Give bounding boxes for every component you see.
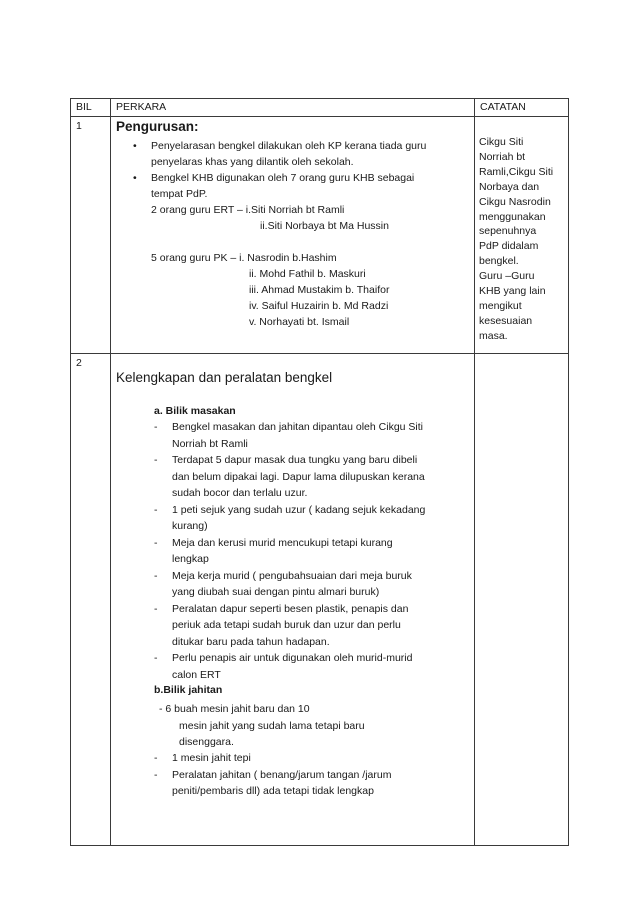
header-catatan: CATATAN [480,101,526,113]
header-perkara: PERKARA [116,101,167,113]
note-line: kesesuaian [479,314,533,327]
item-line: Peralatan dapur seperti besen plastik, penapis dan [172,602,409,615]
note-line: Norriah bt [479,150,526,163]
note-line: sepenuhnya [479,225,537,238]
pk-line: ii. Mohd Fathil b. Maskuri [249,268,366,280]
item-line: yang diubah suai dengan pintu almari buruk) [172,586,380,598]
dash-marker: - [154,503,158,516]
note-line: Guru –Guru [479,270,535,283]
row-number: 2 [76,357,82,369]
note-line: Cikgu Nasrodin [479,195,551,208]
ert-line: ii.Siti Norbaya bt Ma Hussin [260,220,389,232]
note-line: menggunakan [479,210,546,223]
section-title: Kelengkapan dan peralatan bengkel [116,370,333,385]
item-line: peniti/pembaris dll) ada tetapi tidak lengkap [172,785,374,797]
note-line: masa. [479,329,508,342]
bullet-icon: • [133,140,137,152]
dash-marker: - [154,768,158,781]
main-table [70,98,569,846]
bullet-line: Penyelarasan bengkel dilakukan oleh KP kerana tiada guru [151,140,427,152]
row1-perkara-cell [111,117,474,353]
item-line: Perlu penapis air untuk digunakan oleh murid-murid [172,652,413,664]
item-line: ditukar baru pada tahun hadapan. [172,635,330,648]
item-line: kurang) [172,520,208,532]
subsection-heading: b.Bilik jahitan [154,684,223,696]
table-row [71,354,569,846]
dash-marker: - [154,602,158,615]
item-line: - 6 buah mesin jahit baru dan 10 [159,703,310,715]
item-line: lengkap [172,553,209,565]
pk-line: 5 orang guru PK – i. Nasrodin b.Hashim [151,252,337,264]
item-line: calon ERT [172,668,221,681]
item-line: periuk ada tetapi sudah buruk dan uzur dan perlu [172,619,401,631]
dash-marker: - [154,752,158,764]
note-line: mengikut [479,299,522,312]
ert-line: 2 orang guru ERT – i.Siti Norriah bt Ramli [151,204,345,216]
bullet-icon: • [133,172,137,184]
item-line: sudah bocor dan terlalu uzur. [172,487,308,499]
item-line: Bengkel masakan dan jahitan dipantau oleh Cikgu Siti [172,421,424,433]
item-line: Norriah bt Ramli [172,437,248,450]
item-line: dan belum dipakai lagi. Dapur lama dilupuskan kerana [172,470,425,483]
dash-marker: - [154,652,158,664]
item-line: Meja kerja murid ( pengubahsuaian dari meja buruk [172,569,412,582]
subsection-heading: a. Bilik masakan [154,405,236,417]
section-title: Pengurusan: [116,119,199,134]
bullet-line: Bengkel KHB digunakan oleh 7 orang guru KHB sebagai [151,172,415,184]
row-number: 1 [76,120,82,132]
item-line: Peralatan jahitan ( benang/jarum tangan /jarum [172,768,392,781]
note-line: PdP didalam [479,240,539,253]
dash-marker: - [154,421,158,433]
dash-marker: - [154,569,158,582]
row2-perkara-cell [111,354,474,845]
item-line: disenggara. [179,736,234,748]
note-line: bengkel. [479,255,519,268]
note-line: Ramli,Cikgu Siti [479,165,554,178]
note-line: KHB yang lain [479,285,546,298]
header-row [71,99,569,117]
item-line: 1 peti sejuk yang sudah uzur ( kadang sejuk kekadang [172,503,426,516]
table-row [71,117,569,354]
pk-line: iii. Ahmad Mustakim b. Thaifor [249,284,390,296]
row1-catatan [475,117,568,344]
pk-line: v. Norhayati bt. Ismail [249,316,350,328]
item-line: mesin jahit yang sudah lama tetapi baru [179,720,365,732]
dash-marker: - [154,454,158,466]
dash-marker: - [154,536,158,549]
item-line: Terdapat 5 dapur masak dua tungku yang baru dibeli [172,454,418,466]
note-line: Norbaya dan [479,180,540,193]
item-line: Meja dan kerusi murid mencukupi tetapi kurang [172,536,393,549]
item-line: 1 mesin jahit tepi [172,752,251,764]
pk-line: iv. Saiful Huzairin b. Md Radzi [249,300,389,312]
bullet-line: tempat PdP. [151,188,208,200]
header-bil: BIL [76,101,92,113]
note-line: Cikgu Siti [479,136,524,148]
bullet-line: penyelaras khas yang dilantik oleh sekolah. [151,156,354,168]
